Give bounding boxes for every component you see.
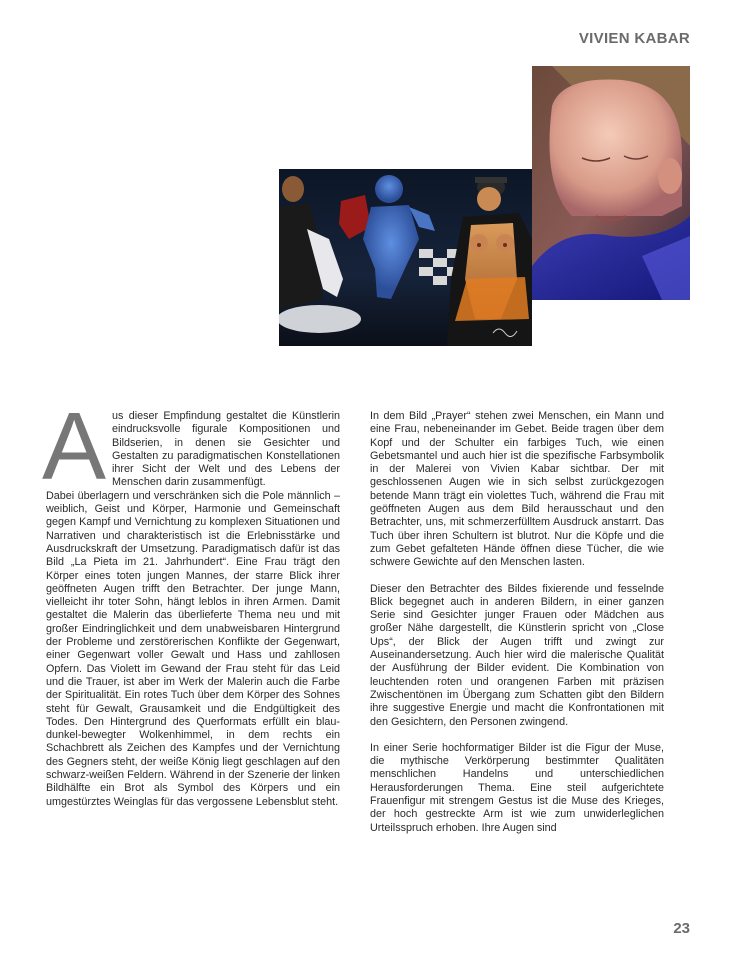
- article-paragraph: Dieser den Betrachter des Bildes fixierende und fesselnde Blick begegnet auch in anderen Bildern, in einer ganzen Serie sind Gesichter junger Frauen oder Mädchen aus großer Nähe dargestellt, die Künstlerin spricht von „Close Ups“, der Blick der Augen trifft und zwingt zur Auseinandersetzung. Auch hier wird die malerische Qualität der Ausführung der Bilder evident. Die Kombination von leuchtenden roten und orangenen Farben mit präzisen Zwischentönen im Übergang zum Schatten gibt den Bildern ihre suggestive Energie und macht die Konfrontationen mit den Gesichtern, den Personen zwingend.: [370, 582, 664, 728]
- article-paragraph: In dem Bild „Prayer“ stehen zwei Menschen, ein Mann und eine Frau, nebeneinander im Gebet. Beide tragen über dem Kopf und der Schulter ein farbiges Tuch, wie einen Gebetsmantel und auch hier ist die spezifische Farbsymbolik in der Malerei von Vivien Kabar sichtbar. Der mit geschlossenen Augen wie in sich selbst zurückgezogen betende Mann trägt ein violettes Tuch, während die Frau mit geöffneten Augen aus dem Bild herausschaut und den Betrachter, uns, mit schmerzerfülltem Ausdruck anstarrt. Das Tuch über ihren Schultern ist blutrot. Nur die Köpfe und die zum Gebet gefalteten Hände öffnen diese Tücher, die wie schwere Gewichte auf den Menschen lasten.: [370, 410, 664, 569]
- drop-cap: A: [42, 393, 107, 500]
- painting-la-pieta-image: [279, 169, 532, 346]
- article-paragraph: Aus dieser Empfindung gestaltet die Künstlerin eindrucksvolle figurale Kompositionen und Bildserien, in denen sie Gesichter und Gestalten zu paradigmatischen Konstellationen ihrer Sicht der Welt und des Lebens der Menschen darin zusammenfügt.: [42, 393, 340, 500]
- article-column-right: [370, 410, 664, 835]
- page-number: 23: [673, 920, 690, 937]
- article-paragraph: Dabei überlagern und verschränken sich die Pole männlich – weiblich, Geist und Körper, Harmonie und Gemeinschaft gegen Kampf und Vernichtung zu komplexen Situationen und Narrativen und charakteristisch ist die Erlebnisstärke und Ausdruckskraft der Umsetzung. Paradigmatisch dafür ist das Bild „La Pieta im 21. Jahrhundert“. Eine Frau trägt den Körper eines toten jungen Mannes, der starre Blick ihrer geöffneten Augen trifft den Betrachter. Der junge Mann, vielleicht ihr toter Sohn, hängt leblos in ihren Armen. Damit gestaltet die Malerin das überlieferte Thema neu und mit großer Eindringlichkeit und dem unabweisbaren Hintergrund der Probleme und zerstörerischen Konflikte der Gegenwart, einer Gegenwart voller Gewalt und Hass und zahllosen Opfern. Das Violett im Gewand der Frau steht für das Leid und die Trauer, ist aber im Werk der Malerin auch die Farbe der Spiritualität. Ein rotes Tuch über dem Körper des Sohnes steht für Gewalt, Grausamkeit und die Endgültigkeit des Todes. Den Hintergrund des Querformats erfüllt ein blau-dunkel-bewegter Wolkenhimmel, in dem rechts ein Schachbrett als Zeichen des Kampfes und der Vernichtung des Gegners steht, der weiße König liegt geschlagen auf den schwarz-weißen Feldern. Während in der Szenerie der linken Bildhälfte ein Brot als Symbol des Körpers und ein umgestürztes Weinglas für das vergossene Lebensblut steht.: [46, 489, 340, 808]
- artist-name-header: VIVIEN KABAR: [578, 30, 690, 47]
- painting-close-up-portrait-image: [532, 66, 690, 300]
- article-paragraph: In einer Serie hochformatiger Bilder ist die Figur der Muse, die mythische Verkörperung bestimmter Qualitäten menschlichen Handelns und unterschiedlichen Herausforderungen Thema. Eine steil aufgerichtete Frauenfigur mit strengem Gestus ist die Muse des Krieges, der hoch gestreckte Arm ist wie zum unwiderleglichen Urteilsspruch erhoben. Ihre Augen sind: [370, 741, 664, 834]
- article-column-left: [42, 393, 340, 809]
